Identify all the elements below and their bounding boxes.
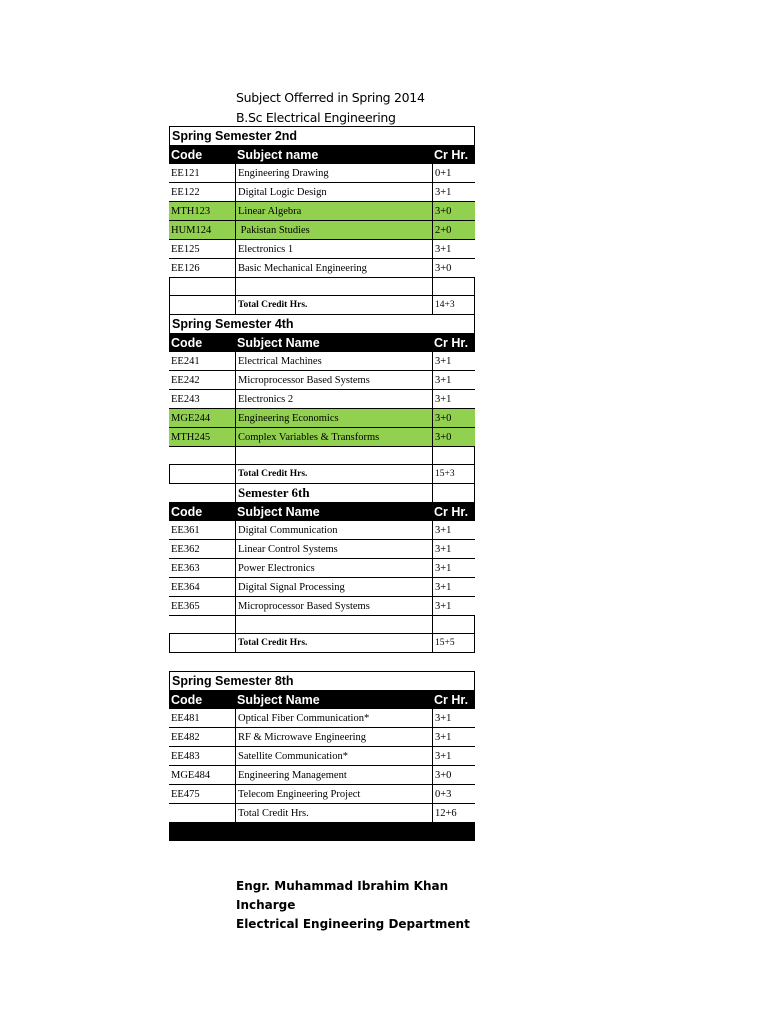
course-code: HUM124 <box>171 224 212 236</box>
course-code: EE482 <box>171 731 200 743</box>
table-row <box>169 578 475 597</box>
course-code: EE483 <box>171 750 200 762</box>
course-code: EE125 <box>171 243 200 255</box>
course-name: Satellite Communication* <box>235 747 432 765</box>
total-label: Total Credit Hrs. <box>235 634 432 652</box>
course-code: EE121 <box>171 167 200 179</box>
header-credit: Cr Hr. <box>434 692 469 707</box>
course-code: EE362 <box>171 543 200 555</box>
empty-row <box>169 446 475 465</box>
header-subject: Subject Name <box>237 335 320 350</box>
course-code: MTH245 <box>171 431 211 443</box>
header-subject: Subject Name <box>237 692 320 707</box>
course-name: Microprocessor Based Systems <box>235 371 432 389</box>
semester-8-header <box>169 690 475 709</box>
total-credit: 14+3 <box>432 296 475 314</box>
semester-8-title: Spring Semester 8th <box>169 671 475 690</box>
course-name: Power Electronics <box>235 559 432 577</box>
semester-6-title: Semester 6th <box>235 483 432 502</box>
course-credit: 3+1 <box>432 371 475 389</box>
table-row <box>169 728 475 747</box>
header-code: Code <box>171 147 203 162</box>
course-credit: 3+1 <box>432 578 475 596</box>
course-code: EE361 <box>171 524 200 536</box>
table-row <box>169 747 475 766</box>
total-credit: 15+5 <box>432 634 475 652</box>
course-credit: 3+0 <box>432 766 475 784</box>
total-label: Total Credit Hrs. <box>235 804 432 822</box>
header-credit: Cr Hr. <box>434 335 469 350</box>
header-code: Code <box>171 692 203 707</box>
course-name: Electronics 2 <box>235 390 432 408</box>
course-credit: 3+1 <box>432 559 475 577</box>
course-credit: 3+1 <box>432 183 475 201</box>
table-row <box>169 709 475 728</box>
signatory-name: Engr. Muhammad Ibrahim Khan <box>236 879 449 893</box>
course-name: Digital Signal Processing <box>235 578 432 596</box>
course-credit: 3+1 <box>432 521 475 539</box>
table-row-highlighted <box>169 221 475 240</box>
course-credit: 2+0 <box>432 221 475 239</box>
course-name: Complex Variables & Transforms <box>235 428 432 446</box>
course-credit: 3+0 <box>432 202 475 220</box>
course-name: Linear Control Systems <box>235 540 432 558</box>
table-row-highlighted <box>169 409 475 428</box>
table-row <box>169 597 475 616</box>
table-footer-bar <box>169 823 475 841</box>
course-code: EE242 <box>171 374 200 386</box>
semester-8-total-row <box>169 804 475 823</box>
course-name: RF & Microwave Engineering <box>235 728 432 746</box>
table-row <box>169 259 475 278</box>
course-code: MGE484 <box>171 769 211 781</box>
table-row <box>169 352 475 371</box>
course-code: MTH123 <box>171 205 211 217</box>
header-subject: Subject Name <box>237 504 320 519</box>
course-credit: 0+3 <box>432 785 475 803</box>
course-credit: 3+1 <box>432 709 475 727</box>
total-credit: 12+6 <box>432 804 475 822</box>
course-name: Engineering Management <box>235 766 432 784</box>
course-name: Engineering Drawing <box>235 164 432 182</box>
table-row <box>169 390 475 409</box>
table-row <box>169 183 475 202</box>
signatory-department: Electrical Engineering Department <box>236 917 470 931</box>
course-code: EE475 <box>171 788 200 800</box>
course-credit: 3+0 <box>432 428 475 446</box>
table-row <box>169 785 475 804</box>
semester-4-header <box>169 333 475 352</box>
course-credit: 3+1 <box>432 352 475 370</box>
course-name: Telecom Engineering Project <box>235 785 432 803</box>
header-subject: Subject name <box>237 147 319 162</box>
course-credit: 3+1 <box>432 240 475 258</box>
semester-2-header <box>169 145 475 164</box>
course-credit: 3+1 <box>432 597 475 615</box>
header-code: Code <box>171 504 203 519</box>
table-row <box>169 371 475 390</box>
course-name: Pakistan Studies <box>235 221 432 239</box>
course-credit: 3+1 <box>432 728 475 746</box>
course-name: Digital Logic Design <box>235 183 432 201</box>
course-name: Microprocessor Based Systems <box>235 597 432 615</box>
semester-4-total-row <box>169 464 475 484</box>
table-row <box>169 240 475 259</box>
semester-6-header <box>169 502 475 521</box>
semester-6-total-row <box>169 633 475 653</box>
course-credit: 3+1 <box>432 747 475 765</box>
course-name: Digital Communication <box>235 521 432 539</box>
course-credit: 3+0 <box>432 259 475 277</box>
course-code: EE364 <box>171 581 200 593</box>
table-row-highlighted <box>169 428 475 447</box>
course-code: EE363 <box>171 562 200 574</box>
table-row <box>169 164 475 183</box>
course-name: Engineering Economics <box>235 409 432 427</box>
total-label: Total Credit Hrs. <box>235 465 432 483</box>
header-credit: Cr Hr. <box>434 504 469 519</box>
course-name: Linear Algebra <box>235 202 432 220</box>
empty-row <box>169 277 475 296</box>
course-name: Optical Fiber Communication* <box>235 709 432 727</box>
course-code: MGE244 <box>171 412 211 424</box>
course-code: EE481 <box>171 712 200 724</box>
course-code: EE365 <box>171 600 200 612</box>
course-code: EE243 <box>171 393 200 405</box>
table-row <box>169 559 475 578</box>
table-row <box>169 766 475 785</box>
course-credit: 3+1 <box>432 390 475 408</box>
total-credit: 15+3 <box>432 465 475 483</box>
total-label: Total Credit Hrs. <box>235 296 432 314</box>
course-name: Electronics 1 <box>235 240 432 258</box>
course-code: EE126 <box>171 262 200 274</box>
course-credit: 3+0 <box>432 409 475 427</box>
semester-4-title: Spring Semester 4th <box>169 314 475 333</box>
document-title: Subject Offerred in Spring 2014 <box>236 90 425 105</box>
course-code: EE122 <box>171 186 200 198</box>
table-row <box>169 521 475 540</box>
course-credit: 0+1 <box>432 164 475 182</box>
document-subtitle: B.Sc Electrical Engineering <box>236 110 396 125</box>
table-row <box>169 540 475 559</box>
course-name: Basic Mechanical Engineering <box>235 259 432 277</box>
empty-row <box>169 615 475 634</box>
header-code: Code <box>171 335 203 350</box>
header-credit: Cr Hr. <box>434 147 469 162</box>
course-code: EE241 <box>171 355 200 367</box>
table-row-highlighted <box>169 202 475 221</box>
signatory-role: Incharge <box>236 898 296 912</box>
semester-2-title: Spring Semester 2nd <box>169 126 475 145</box>
semester-6-title-row <box>169 483 475 502</box>
semester-2-total-row <box>169 295 475 315</box>
course-credit: 3+1 <box>432 540 475 558</box>
course-name: Electrical Machines <box>235 352 432 370</box>
